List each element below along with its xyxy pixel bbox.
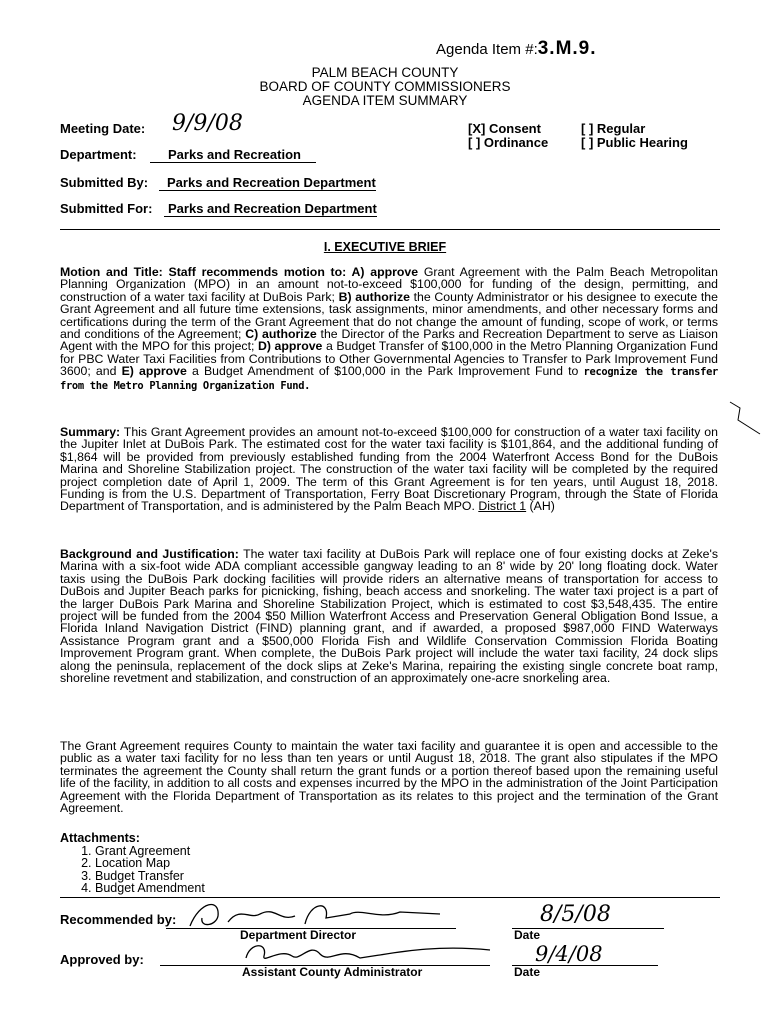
motion-label-c: C) authorize <box>245 327 317 342</box>
attachment-item: 2. Location Map <box>95 857 205 870</box>
approved-date-label: Date <box>514 965 541 979</box>
attachment-item: 4. Budget Amendment <box>95 882 205 895</box>
motion-text-typed-insert: recognize the transfer from the Metro Planning Organization Fund. <box>60 366 719 392</box>
county-name: PALM BEACH COUNTY <box>311 65 459 80</box>
section-divider <box>60 229 720 230</box>
assistant-county-administrator-label: Assistant County Administrator <box>242 965 423 979</box>
motion-text-a: Grant Agreement with the Palm Beach Metropolitan Planning Organization (MPO) in an amount not-to-exceed $100,000 for funding of the design, permitting, and construction of a water taxi facility at DuBois Park; <box>60 265 718 304</box>
attachments-section <box>60 832 205 895</box>
motion-label: Motion and Title: Staff recommends motion to: A) approve <box>60 265 419 279</box>
recommended-by-label: Recommended by: <box>60 912 177 927</box>
department-label: Department: <box>60 147 137 162</box>
consent-checkbox: [X] Consent <box>468 121 541 136</box>
motion-label-d: D) approve <box>258 339 323 354</box>
submitted-for-label: Submitted For: <box>60 201 153 216</box>
attachments-heading: Attachments: <box>60 831 140 845</box>
regular-checkbox: [ ] Regular <box>581 121 646 136</box>
agenda-item-number <box>436 38 597 60</box>
summary-label: Summary: <box>60 425 121 439</box>
agenda-item-value: 3.M.9. <box>537 38 597 59</box>
executive-brief-heading: I. EXECUTIVE BRIEF <box>323 240 447 254</box>
margin-mark-icon <box>726 398 766 438</box>
submitted-for-value: Parks and Recreation Department <box>164 201 377 217</box>
approved-date-value: 9/4/08 <box>535 942 603 966</box>
department-director-label: Department Director <box>240 928 357 942</box>
agenda-item-label: Agenda Item #: <box>436 41 538 58</box>
background-label: Background and Justification: <box>60 547 239 561</box>
motion-paragraph <box>60 266 718 392</box>
director-signature-icon <box>180 896 450 932</box>
summary-paragraph <box>60 426 718 513</box>
motion-label-b: B) authorize <box>338 289 410 304</box>
administrator-signature-icon <box>240 938 500 968</box>
attachment-item: 3. Budget Transfer <box>95 870 205 883</box>
motion-label-e: E) approve <box>121 364 187 379</box>
recommended-date-value: 8/5/08 <box>540 902 611 927</box>
submitted-by-value: Parks and Recreation Department <box>159 175 376 191</box>
department-value: Parks and Recreation <box>150 147 316 163</box>
recommended-date-label: Date <box>514 928 541 942</box>
summary-text: This Grant Agreement provides an amount not-to-exceed $100,000 for construction of a water taxi facility on the Jupiter Inlet at DuBois Park. The estimated cost for the water taxi facility is $101,864, and the additional funding of $1,864 will be provided from previously established funding from the 2004 Waterfront Access Bond for the DuBois Marina and Shoreline Stabilization project. The construction of the water taxi facility will be completed by the required project completion date of April 1, 2009. The term of this Grant Agreement is for ten years, until August 18, 2018. Funding is from the U.S. Department of Transportation, Ferry Boat Discretionary Program, through the State of Florida Department of Transportation, and is administered by the Palm Beach MPO. <box>60 425 718 514</box>
attachment-item: 1. Grant Agreement <box>95 845 205 858</box>
motion-text-c: the Director of the Parks and Recreation Department to serve as Liaison Agent with the MPO for this project; <box>60 327 718 354</box>
approved-by-label: Approved by: <box>60 952 144 967</box>
district-text: District 1 <box>478 499 527 514</box>
attachments-list <box>60 845 205 895</box>
motion-text-d: a Budget Transfer of $100,000 in the Metro Planning Organization Fund for PBC Water Taxi Facilities from Contributions to Other Governmental Agencies to Transfer to Park Improvement Fund 3600; and <box>60 339 718 379</box>
submitted-by-label: Submitted By: <box>60 175 149 190</box>
public-hearing-checkbox: [ ] Public Hearing <box>581 135 688 150</box>
motion-text-e: a Budget Amendment of $100,000 in the Park Improvement Fund to <box>186 364 584 379</box>
meeting-date-value: 9/9/08 <box>172 111 243 136</box>
district-suffix: (AH) <box>526 499 555 514</box>
grant-paragraph: The Grant Agreement requires County to maintain the water taxi facility and guarantee it is open and accessible to the public as a water taxi facility for no less than ten years or until August 18, 2018. The grant also stipulates if the MPO terminates the agreement the County shall return the grant funds or a portion thereof based upon the remaining useful life of the facility, in addition to all costs and expenses incurred by the MPO in the administration of the Joint Participation Agreement with the Florida Department of Transportation as its relates to this project and the termination of the Grant Agreement. <box>60 739 718 816</box>
board-name: BOARD OF COUNTY COMMISSIONERS <box>259 79 511 94</box>
ordinance-checkbox: [ ] Ordinance <box>468 135 549 150</box>
meeting-date-label: Meeting Date: <box>60 121 146 136</box>
summary-title: AGENDA ITEM SUMMARY <box>302 93 468 108</box>
motion-text-b: the County Administrator or his designee to execute the Grant Agreement and all future time extensions, task assignments, minor amendments, and other necessary forms and certifications during the term of the Grant Agreement that do not change the amount of funding, scope of work, or terms and conditions of the Agreement; <box>60 289 718 342</box>
background-paragraph <box>60 548 718 684</box>
background-text: The water taxi facility at DuBois Park will replace one of four existing docks at Zeke's Marina with a six-foot wide ADA compliant accessible gangway leading to an 8' wide by 20' long floating dock. Water taxis using the DuBois Park docking facilities will provide riders an alternative means of transportation for access to DuBois and Jupiter Beach parks for picnicking, fishing, beach access and snorkeling. The water taxi project is a part of the larger DuBois Park Marina and Shoreline Stabilization Project, which is estimated to cost $3,548,435. The entire project will be funded from the 2004 $50 Million Waterfront Access and Preservation General Obligation Bond Issue, a Florida Inland Navigation District (FIND) planning grant, and if awarded, a proposed $987,000 FIND Waterways Assistance Program grant and a $500,000 Florida Fish and Wildlife Conservation Commission Florida Boating Improvement Program grant. When complete, the DuBois Park project will include the water taxi facility, 24 dock slips along the peninsula, replacement of the dock slips at Zeke's Marina, repairing the existing single concrete boat ramp, shoreline revetment and stabilization, and construction of an approximately one-acre snorkeling area. <box>60 547 718 686</box>
